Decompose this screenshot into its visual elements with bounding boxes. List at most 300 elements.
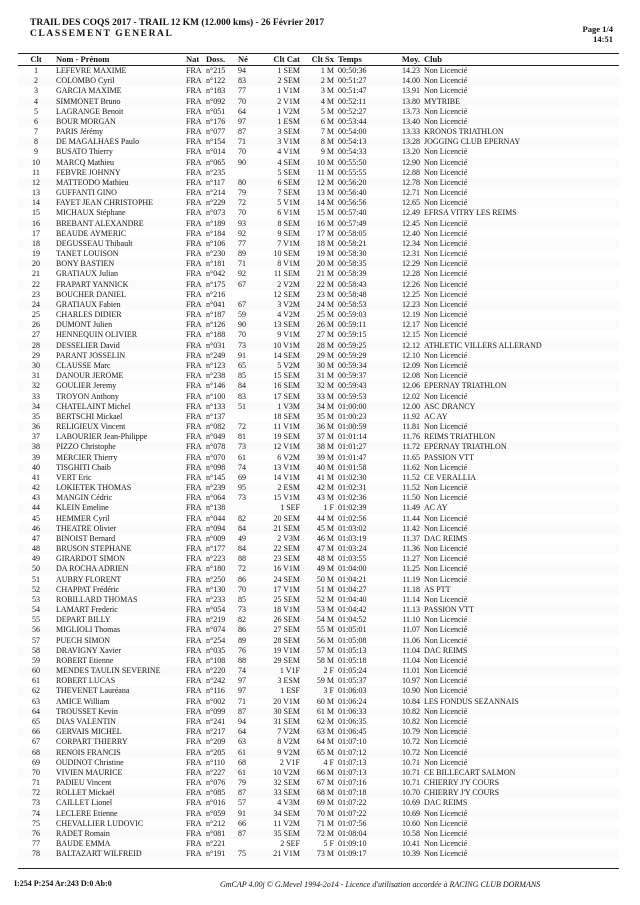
cell-birth-year: 93 bbox=[236, 219, 256, 229]
cell-nationality: FRA bbox=[184, 849, 204, 859]
cell-category-rank: 30 SEM bbox=[256, 707, 302, 717]
cell-category-rank: 7 V1M bbox=[256, 239, 302, 249]
cell-time: 01:09:17 bbox=[336, 849, 390, 859]
cell-nationality: FRA bbox=[184, 76, 204, 86]
cell-sex-rank: 10 M bbox=[302, 158, 336, 168]
cell-average-speed: 12.29 bbox=[390, 259, 422, 269]
cell-bib: n°073 bbox=[204, 208, 236, 218]
cell-name: BINOIST Bernard bbox=[54, 534, 184, 544]
cell-time: 01:06:24 bbox=[336, 697, 390, 707]
cell-club: Non Licencié bbox=[422, 371, 619, 381]
cell-rank: 20 bbox=[18, 259, 54, 269]
cell-sex-rank: 4 M bbox=[302, 97, 336, 107]
cell-rank: 45 bbox=[18, 514, 54, 524]
cell-category-rank: 18 V1M bbox=[256, 605, 302, 615]
table-row bbox=[18, 392, 619, 402]
cell-average-speed: 11.49 bbox=[390, 503, 422, 513]
cell-category-rank: 4 V3M bbox=[256, 798, 302, 808]
cell-birth-year: 70 bbox=[236, 585, 256, 595]
cell-sex-rank: 13 M bbox=[302, 188, 336, 198]
cell-category-rank: 34 SEM bbox=[256, 809, 302, 819]
cell-club: Non Licencié bbox=[422, 544, 619, 554]
cell-nationality: FRA bbox=[184, 707, 204, 717]
cell-rank: 7 bbox=[18, 127, 54, 137]
cell-club: CHIERRY J'Y COURS bbox=[422, 788, 619, 798]
cell-time: 00:59:37 bbox=[336, 371, 390, 381]
cell-bib: n°059 bbox=[204, 809, 236, 819]
cell-sex-rank: 50 M bbox=[302, 575, 336, 585]
cell-club: Non Licencié bbox=[422, 219, 619, 229]
cell-name: MANGIN Cédric bbox=[54, 493, 184, 503]
cell-nationality: FRA bbox=[184, 432, 204, 442]
cell-category-rank: 1 V1F bbox=[256, 666, 302, 676]
cell-category-rank: 13 V1M bbox=[256, 463, 302, 473]
table-row bbox=[18, 208, 619, 218]
cell-bib: n°133 bbox=[204, 402, 236, 412]
cell-sex-rank: 56 M bbox=[302, 636, 336, 646]
cell-category-rank: 12 V1M bbox=[256, 442, 302, 452]
cell-category-rank: 19 V1M bbox=[256, 646, 302, 656]
cell-birth-year: 88 bbox=[236, 554, 256, 564]
cell-birth-year: 88 bbox=[236, 656, 256, 666]
cell-nationality: FRA bbox=[184, 330, 204, 340]
column-header-time: Temps bbox=[336, 54, 390, 66]
cell-rank: 44 bbox=[18, 503, 54, 513]
cell-average-speed: 11.42 bbox=[390, 524, 422, 534]
cell-bib: n°146 bbox=[204, 381, 236, 391]
cell-rank: 10 bbox=[18, 158, 54, 168]
footer-credit: GmCAP 4.00j © G.Mevel 1994-2o14 - Licence d'utilisation accordée à RACING CLUB DORMANS bbox=[220, 880, 541, 889]
cell-category-rank: 25 SEM bbox=[256, 595, 302, 605]
cell-average-speed: 12.49 bbox=[390, 208, 422, 218]
cell-rank: 63 bbox=[18, 697, 54, 707]
cell-time: 01:05:37 bbox=[336, 676, 390, 686]
cell-bib: n°116 bbox=[204, 686, 236, 696]
cell-birth-year: 86 bbox=[236, 575, 256, 585]
cell-birth-year: 84 bbox=[236, 381, 256, 391]
cell-category-rank: 2 V1M bbox=[256, 97, 302, 107]
cell-sex-rank: 47 M bbox=[302, 544, 336, 554]
cell-average-speed: 11.19 bbox=[390, 575, 422, 585]
page-number: Page 1/4 bbox=[582, 24, 613, 34]
cell-average-speed: 11.81 bbox=[390, 422, 422, 432]
cell-club: Non Licencié bbox=[422, 737, 619, 747]
cell-category-rank: 10 V2M bbox=[256, 768, 302, 778]
cell-bib: n°217 bbox=[204, 727, 236, 737]
table-row bbox=[18, 127, 619, 137]
cell-rank: 56 bbox=[18, 625, 54, 635]
cell-bib: n°094 bbox=[204, 524, 236, 534]
cell-rank: 27 bbox=[18, 330, 54, 340]
cell-name: CLAUSSE Marc bbox=[54, 361, 184, 371]
cell-category-rank: 5 V2M bbox=[256, 361, 302, 371]
cell-bib: n°145 bbox=[204, 473, 236, 483]
table-row bbox=[18, 351, 619, 361]
cell-bib: n°049 bbox=[204, 432, 236, 442]
cell-name: LECLERE Etienne bbox=[54, 809, 184, 819]
cell-birth-year: 81 bbox=[236, 432, 256, 442]
cell-bib: n°110 bbox=[204, 758, 236, 768]
cell-bib: n°100 bbox=[204, 392, 236, 402]
cell-average-speed: 12.00 bbox=[390, 402, 422, 412]
table-row bbox=[18, 229, 619, 239]
cell-average-speed: 13.33 bbox=[390, 127, 422, 137]
cell-birth-year: 70 bbox=[236, 97, 256, 107]
table-row bbox=[18, 422, 619, 432]
cell-rank: 46 bbox=[18, 524, 54, 534]
table-header-row bbox=[18, 54, 619, 66]
cell-sex-rank: 34 M bbox=[302, 402, 336, 412]
cell-sex-rank: 35 M bbox=[302, 412, 336, 422]
cell-category-rank: 3 SEM bbox=[256, 127, 302, 137]
cell-nationality: FRA bbox=[184, 625, 204, 635]
cell-club: Non Licencié bbox=[422, 168, 619, 178]
cell-time: 01:06:33 bbox=[336, 707, 390, 717]
cell-club: Non Licencié bbox=[422, 829, 619, 839]
table-row bbox=[18, 453, 619, 463]
cell-category-rank: 11 SEM bbox=[256, 269, 302, 279]
cell-bib: n°085 bbox=[204, 788, 236, 798]
cell-sex-rank: 43 M bbox=[302, 493, 336, 503]
cell-birth-year: 86 bbox=[236, 625, 256, 635]
cell-bib: n°239 bbox=[204, 483, 236, 493]
cell-club: Non Licencié bbox=[422, 809, 619, 819]
cell-category-rank: 20 SEM bbox=[256, 514, 302, 524]
cell-nationality: FRA bbox=[184, 778, 204, 788]
column-header-average-speed: Moy. bbox=[390, 54, 422, 66]
cell-average-speed: 10.60 bbox=[390, 819, 422, 829]
cell-average-speed: 10.41 bbox=[390, 839, 422, 849]
cell-rank: 48 bbox=[18, 544, 54, 554]
cell-rank: 43 bbox=[18, 493, 54, 503]
cell-nationality: FRA bbox=[184, 544, 204, 554]
cell-club: Non Licencié bbox=[422, 300, 619, 310]
cell-sex-rank: 52 M bbox=[302, 595, 336, 605]
cell-name: TANET LOUISON bbox=[54, 249, 184, 259]
cell-sex-rank: 41 M bbox=[302, 473, 336, 483]
cell-name: CORPART THIERRY bbox=[54, 737, 184, 747]
cell-bib: n°241 bbox=[204, 717, 236, 727]
cell-average-speed: 10.70 bbox=[390, 788, 422, 798]
cell-name: GARCIA MAXIME bbox=[54, 86, 184, 96]
ranking-subtitle: CLASSEMENT GENERAL bbox=[30, 29, 174, 39]
cell-category-rank: 6 V2M bbox=[256, 453, 302, 463]
cell-sex-rank: 49 M bbox=[302, 564, 336, 574]
cell-sex-rank: 15 M bbox=[302, 208, 336, 218]
cell-birth-year bbox=[236, 839, 256, 849]
cell-time: 01:04:42 bbox=[336, 605, 390, 615]
cell-club: Non Licencié bbox=[422, 758, 619, 768]
cell-category-rank: 1 V3M bbox=[256, 402, 302, 412]
cell-club: Non Licencié bbox=[422, 676, 619, 686]
cell-time: 01:03:24 bbox=[336, 544, 390, 554]
cell-category-rank: 16 SEM bbox=[256, 381, 302, 391]
cell-name: RENOIS FRANCIS bbox=[54, 748, 184, 758]
cell-club: Non Licencié bbox=[422, 575, 619, 585]
cell-category-rank: 4 SEM bbox=[256, 158, 302, 168]
cell-rank: 29 bbox=[18, 351, 54, 361]
cell-average-speed: 13.73 bbox=[390, 107, 422, 117]
cell-name: GRATIAUX Julian bbox=[54, 269, 184, 279]
cell-rank: 34 bbox=[18, 402, 54, 412]
cell-sex-rank: 31 M bbox=[302, 371, 336, 381]
cell-rank: 12 bbox=[18, 178, 54, 188]
cell-club: Non Licencié bbox=[422, 259, 619, 269]
cell-nationality: FRA bbox=[184, 239, 204, 249]
table-row bbox=[18, 493, 619, 503]
cell-bib: n°219 bbox=[204, 615, 236, 625]
cell-name: MENDES TAULIN SEVERINE bbox=[54, 666, 184, 676]
cell-club: PASSION VTT bbox=[422, 453, 619, 463]
cell-club: Non Licencié bbox=[422, 239, 619, 249]
cell-nationality: FRA bbox=[184, 788, 204, 798]
cell-bib: n°220 bbox=[204, 666, 236, 676]
cell-time: 00:58:30 bbox=[336, 249, 390, 259]
cell-birth-year: 74 bbox=[236, 463, 256, 473]
cell-rank: 61 bbox=[18, 676, 54, 686]
cell-birth-year: 49 bbox=[236, 534, 256, 544]
table-row bbox=[18, 86, 619, 96]
cell-birth-year: 92 bbox=[236, 269, 256, 279]
table-row bbox=[18, 371, 619, 381]
cell-nationality: FRA bbox=[184, 646, 204, 656]
cell-category-rank: 29 SEM bbox=[256, 656, 302, 666]
cell-name: LOKIETEK THOMAS bbox=[54, 483, 184, 493]
cell-sex-rank: 42 M bbox=[302, 483, 336, 493]
cell-birth-year: 74 bbox=[236, 666, 256, 676]
cell-club: PASSION VTT bbox=[422, 605, 619, 615]
cell-average-speed: 11.04 bbox=[390, 656, 422, 666]
cell-average-speed: 11.04 bbox=[390, 646, 422, 656]
cell-time: 00:52:11 bbox=[336, 97, 390, 107]
cell-sex-rank: 61 M bbox=[302, 707, 336, 717]
cell-name: KLEIN Emeline bbox=[54, 503, 184, 513]
cell-club: Non Licencié bbox=[422, 595, 619, 605]
cell-name: HEMMER Cyril bbox=[54, 514, 184, 524]
cell-category-rank: 3 V2M bbox=[256, 300, 302, 310]
cell-sex-rank: 3 M bbox=[302, 86, 336, 96]
cell-bib: n°229 bbox=[204, 198, 236, 208]
cell-rank: 3 bbox=[18, 86, 54, 96]
cell-club: EPERNAY TRIATHLON bbox=[422, 442, 619, 452]
cell-nationality: FRA bbox=[184, 66, 204, 77]
table-row bbox=[18, 320, 619, 330]
table-row bbox=[18, 158, 619, 168]
table-row bbox=[18, 829, 619, 839]
cell-time: 01:04:00 bbox=[336, 564, 390, 574]
cell-sex-rank: 6 M bbox=[302, 117, 336, 127]
cell-average-speed: 14.23 bbox=[390, 66, 422, 77]
cell-bib: n°177 bbox=[204, 544, 236, 554]
cell-bib: n°254 bbox=[204, 636, 236, 646]
cell-category-rank: 21 V1M bbox=[256, 849, 302, 859]
cell-rank: 54 bbox=[18, 605, 54, 615]
cell-time: 01:01:14 bbox=[336, 432, 390, 442]
cell-name: LEFEVRE MAXIME bbox=[54, 66, 184, 77]
cell-sex-rank: 48 M bbox=[302, 554, 336, 564]
cell-club: Non Licencié bbox=[422, 707, 619, 717]
cell-time: 00:58:39 bbox=[336, 269, 390, 279]
cell-time: 01:07:12 bbox=[336, 748, 390, 758]
cell-category-rank: 10 SEM bbox=[256, 249, 302, 259]
cell-club: Non Licencié bbox=[422, 819, 619, 829]
cell-category-rank: 13 SEM bbox=[256, 320, 302, 330]
cell-nationality: FRA bbox=[184, 341, 204, 351]
cell-time: 01:01:27 bbox=[336, 442, 390, 452]
table-row bbox=[18, 564, 619, 574]
cell-club: LES FONDUS SEZANNAIS bbox=[422, 697, 619, 707]
cell-time: 01:02:56 bbox=[336, 514, 390, 524]
cell-name: GERVAIS MICHEL bbox=[54, 727, 184, 737]
column-header-bib: Doss. bbox=[204, 54, 236, 66]
cell-club: Non Licencié bbox=[422, 351, 619, 361]
cell-rank: 60 bbox=[18, 666, 54, 676]
cell-rank: 30 bbox=[18, 361, 54, 371]
cell-name: AMICE William bbox=[54, 697, 184, 707]
cell-nationality: FRA bbox=[184, 442, 204, 452]
cell-club: Non Licencié bbox=[422, 86, 619, 96]
cell-birth-year: 63 bbox=[236, 737, 256, 747]
cell-club: CE VERALLIA bbox=[422, 473, 619, 483]
cell-bib: n°054 bbox=[204, 605, 236, 615]
cell-category-rank: 20 V1M bbox=[256, 697, 302, 707]
cell-sex-rank: 7 M bbox=[302, 127, 336, 137]
cell-average-speed: 10.71 bbox=[390, 768, 422, 778]
cell-time: 01:04:27 bbox=[336, 585, 390, 595]
cell-bib: n°123 bbox=[204, 361, 236, 371]
cell-nationality: FRA bbox=[184, 280, 204, 290]
table-row bbox=[18, 503, 619, 513]
cell-sex-rank: 28 M bbox=[302, 341, 336, 351]
cell-sex-rank: 5 M bbox=[302, 107, 336, 117]
cell-name: BUSATO Thierry bbox=[54, 147, 184, 157]
cell-name: DIAS VALENTIN bbox=[54, 717, 184, 727]
cell-sex-rank: 1 F bbox=[302, 503, 336, 513]
cell-rank: 11 bbox=[18, 168, 54, 178]
table-row bbox=[18, 697, 619, 707]
cell-nationality: FRA bbox=[184, 453, 204, 463]
cell-rank: 16 bbox=[18, 219, 54, 229]
cell-average-speed: 11.92 bbox=[390, 412, 422, 422]
cell-nationality: FRA bbox=[184, 127, 204, 137]
cell-time: 01:05:13 bbox=[336, 646, 390, 656]
cell-category-rank: 2 SEM bbox=[256, 76, 302, 86]
cell-club: Non Licencié bbox=[422, 158, 619, 168]
cell-bib: n°183 bbox=[204, 86, 236, 96]
cell-birth-year: 79 bbox=[236, 188, 256, 198]
table-row bbox=[18, 605, 619, 615]
cell-average-speed: 13.80 bbox=[390, 97, 422, 107]
cell-name: ROBERT LUCAS bbox=[54, 676, 184, 686]
cell-rank: 77 bbox=[18, 839, 54, 849]
cell-time: 01:03:02 bbox=[336, 524, 390, 534]
table-row bbox=[18, 147, 619, 157]
table-row bbox=[18, 341, 619, 351]
table-row bbox=[18, 748, 619, 758]
cell-birth-year: 73 bbox=[236, 493, 256, 503]
cell-category-rank: 1 V1M bbox=[256, 86, 302, 96]
cell-name: ROBILLARD THOMAS bbox=[54, 595, 184, 605]
cell-nationality: FRA bbox=[184, 575, 204, 585]
cell-club: ATHLETIC VILLERS ALLERAND bbox=[422, 341, 619, 351]
cell-time: 01:07:22 bbox=[336, 809, 390, 819]
cell-birth-year: 94 bbox=[236, 717, 256, 727]
cell-bib: n°077 bbox=[204, 127, 236, 137]
cell-birth-year: 70 bbox=[236, 208, 256, 218]
cell-club: Non Licencié bbox=[422, 483, 619, 493]
cell-bib: n°044 bbox=[204, 514, 236, 524]
cell-bib: n°187 bbox=[204, 310, 236, 320]
cell-name: BAUDE EMMA bbox=[54, 839, 184, 849]
cell-average-speed: 10.71 bbox=[390, 778, 422, 788]
cell-rank: 68 bbox=[18, 748, 54, 758]
cell-name: GRATIAUX Fabien bbox=[54, 300, 184, 310]
cell-club: KRONOS TRIATHLON bbox=[422, 127, 619, 137]
cell-bib: n°070 bbox=[204, 453, 236, 463]
cell-name: MARCQ Mathieu bbox=[54, 158, 184, 168]
table-row bbox=[18, 839, 619, 849]
cell-average-speed: 12.17 bbox=[390, 320, 422, 330]
cell-nationality: FRA bbox=[184, 473, 204, 483]
cell-category-rank: 21 SEM bbox=[256, 524, 302, 534]
cell-nationality: FRA bbox=[184, 534, 204, 544]
cell-average-speed: 11.25 bbox=[390, 564, 422, 574]
cell-sex-rank: 69 M bbox=[302, 798, 336, 808]
cell-rank: 2 bbox=[18, 76, 54, 86]
cell-time: 01:08:04 bbox=[336, 829, 390, 839]
cell-name: VERT Eric bbox=[54, 473, 184, 483]
column-header-name: Nom - Prénom bbox=[54, 54, 184, 66]
cell-rank: 65 bbox=[18, 717, 54, 727]
cell-time: 00:59:15 bbox=[336, 330, 390, 340]
cell-average-speed: 13.91 bbox=[390, 86, 422, 96]
cell-rank: 37 bbox=[18, 432, 54, 442]
cell-name: TROUSSET Kevin bbox=[54, 707, 184, 717]
cell-nationality: FRA bbox=[184, 748, 204, 758]
cell-time: 01:03:55 bbox=[336, 554, 390, 564]
cell-category-rank: 26 SEM bbox=[256, 615, 302, 625]
cell-sex-rank: 55 M bbox=[302, 625, 336, 635]
cell-category-rank: 1 SEM bbox=[256, 66, 302, 77]
cell-average-speed: 12.71 bbox=[390, 188, 422, 198]
cell-club: Non Licencié bbox=[422, 615, 619, 625]
table-row bbox=[18, 310, 619, 320]
cell-name: TROYON Anthony bbox=[54, 392, 184, 402]
cell-bib: n°082 bbox=[204, 422, 236, 432]
cell-category-rank: 3 V1M bbox=[256, 137, 302, 147]
cell-sex-rank: 57 M bbox=[302, 646, 336, 656]
cell-name: PUECH SIMON bbox=[54, 636, 184, 646]
cell-time: 00:59:43 bbox=[336, 381, 390, 391]
cell-rank: 26 bbox=[18, 320, 54, 330]
cell-nationality: FRA bbox=[184, 422, 204, 432]
cell-nationality: FRA bbox=[184, 300, 204, 310]
table-row bbox=[18, 809, 619, 819]
cell-nationality: FRA bbox=[184, 259, 204, 269]
table-row bbox=[18, 198, 619, 208]
cell-club: EFRSA VITRY LES REIMS bbox=[422, 208, 619, 218]
cell-name: PARIS Jérémy bbox=[54, 127, 184, 137]
cell-nationality: FRA bbox=[184, 269, 204, 279]
cell-birth-year bbox=[236, 503, 256, 513]
cell-rank: 64 bbox=[18, 707, 54, 717]
table-row bbox=[18, 107, 619, 117]
cell-category-rank: 15 V1M bbox=[256, 493, 302, 503]
cell-rank: 74 bbox=[18, 809, 54, 819]
cell-nationality: FRA bbox=[184, 595, 204, 605]
cell-average-speed: 12.31 bbox=[390, 249, 422, 259]
cell-nationality: FRA bbox=[184, 483, 204, 493]
